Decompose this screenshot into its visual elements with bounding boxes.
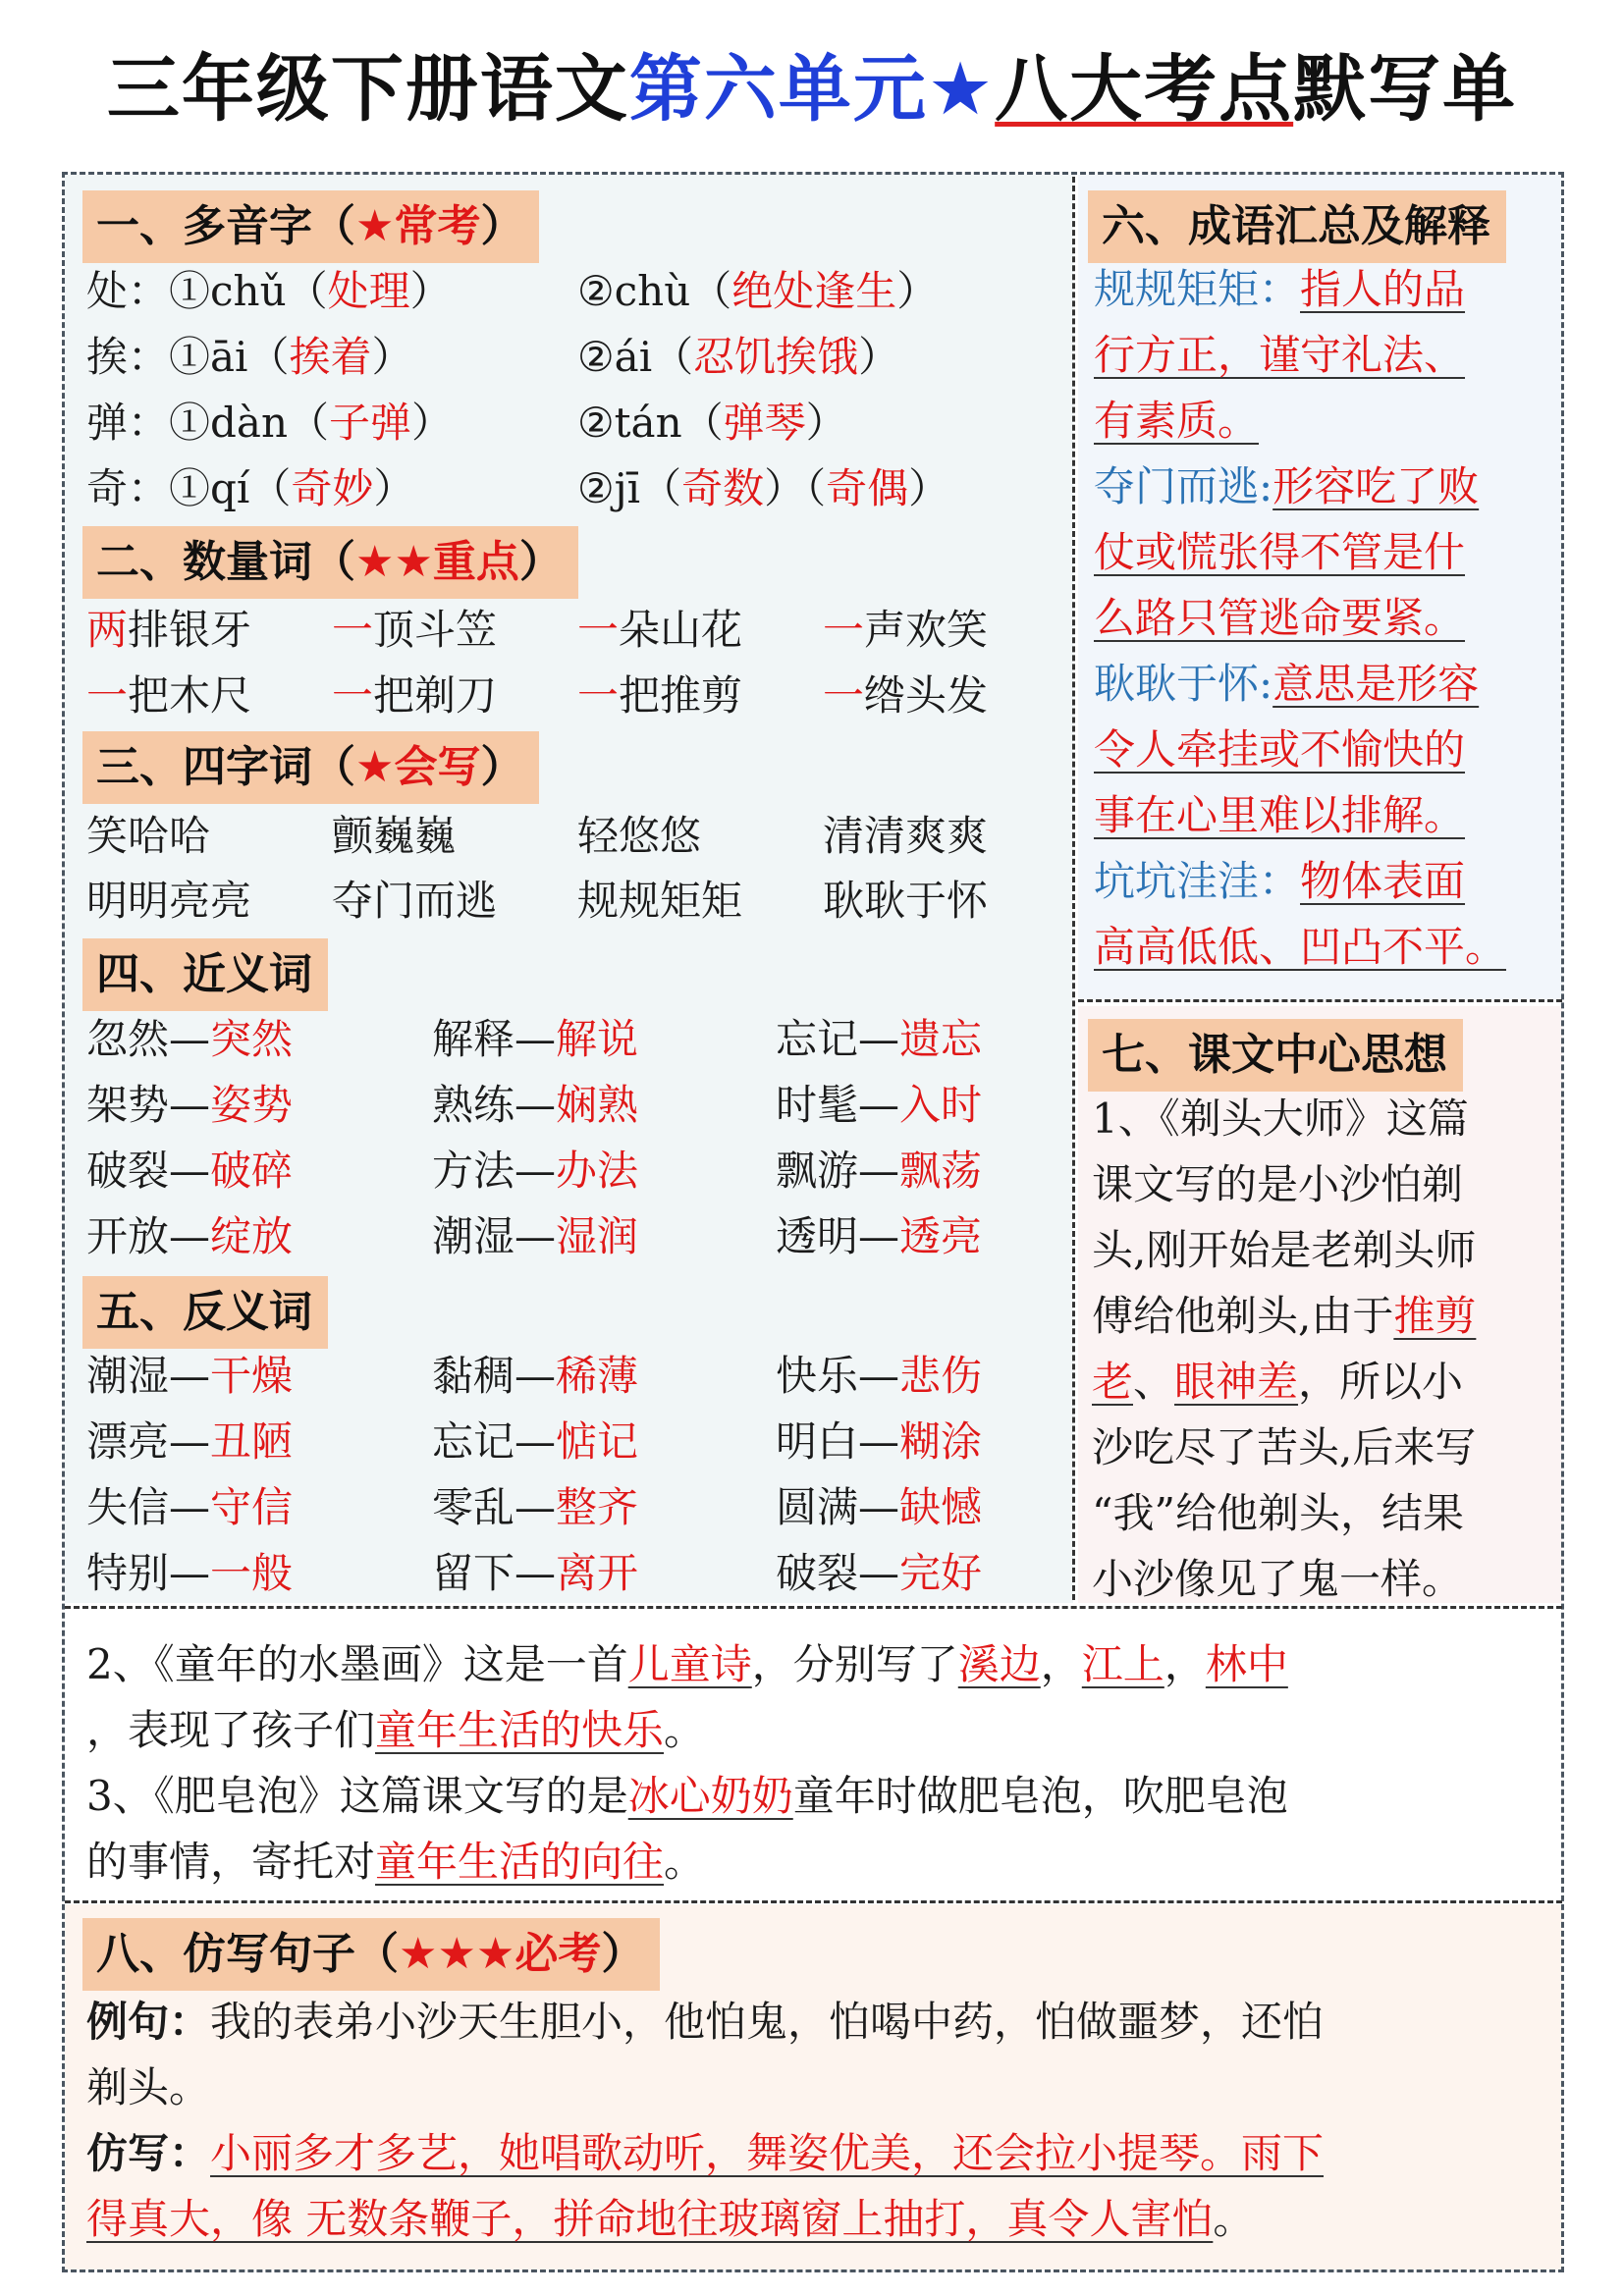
section-8-heading-end: ） bbox=[601, 1929, 645, 1979]
paragraph-line bbox=[86, 1763, 1288, 1829]
section-5-heading-text: 五、反义词 bbox=[96, 1287, 312, 1337]
idiom-meaning: 行方正，谨守礼法、 bbox=[1094, 331, 1466, 379]
word: 黏稠— bbox=[432, 1352, 557, 1400]
noun-phrase: 把推剪 bbox=[619, 671, 743, 720]
answer-word: 挨着 bbox=[289, 333, 372, 381]
bracket: ） bbox=[805, 399, 847, 447]
antonym-pair bbox=[776, 1345, 982, 1408]
antonym-pair bbox=[776, 1411, 982, 1473]
section-4-heading-text: 四、近义词 bbox=[96, 949, 312, 999]
answer-word: 娴熟 bbox=[556, 1081, 639, 1129]
paragraph-line bbox=[1092, 1415, 1476, 1480]
quantifier: 一 bbox=[823, 606, 865, 654]
pinyin: ②chù（ bbox=[577, 267, 732, 315]
bracket: ） bbox=[411, 399, 454, 447]
antonym-pair bbox=[86, 1345, 293, 1408]
idiom-line bbox=[1094, 389, 1259, 454]
pinyin: ①chǔ（ bbox=[169, 267, 328, 315]
answer-sentence: 小丽多才多艺，她唱歌动听，舞姿优美，还会拉小提琴。雨下 bbox=[210, 2129, 1325, 2177]
answer-word: 姿势 bbox=[210, 1081, 294, 1129]
word: 留下— bbox=[432, 1549, 557, 1597]
polyphone-row-2nd bbox=[577, 260, 938, 323]
word: 时髦— bbox=[776, 1081, 900, 1129]
text: 的事情，寄托对 bbox=[86, 1838, 376, 1886]
idiom-meaning: 物体表面 bbox=[1300, 857, 1466, 905]
answer-word: 糊涂 bbox=[899, 1417, 983, 1466]
section-5-heading bbox=[82, 1276, 328, 1349]
text: 、 bbox=[1133, 1358, 1175, 1406]
word: 方法— bbox=[432, 1147, 557, 1195]
answer-word: 遗忘 bbox=[899, 1015, 983, 1063]
idiom-line bbox=[1094, 257, 1465, 322]
answer-word: 一般 bbox=[210, 1549, 294, 1597]
text: ， bbox=[1164, 1640, 1206, 1688]
section-2-heading-tag: ★★重点 bbox=[355, 537, 519, 587]
answer-word: 惦记 bbox=[556, 1417, 639, 1466]
section-8-heading-tag: ★★★必考 bbox=[399, 1929, 602, 1979]
right-divider bbox=[1078, 999, 1562, 1002]
answer-word: 弹琴 bbox=[723, 399, 806, 447]
quantifier: 一 bbox=[332, 671, 374, 720]
four-char-word: 夺门而逃 bbox=[332, 877, 498, 925]
paragraph-line bbox=[1092, 1283, 1476, 1349]
paragraph-line bbox=[1092, 1086, 1469, 1151]
antonym-pair bbox=[86, 1411, 293, 1473]
paragraph-line bbox=[1092, 1217, 1476, 1283]
quantifier-item bbox=[86, 665, 251, 727]
answer-word: 溪边 bbox=[957, 1640, 1041, 1688]
text: 童年时做肥皂泡，吹肥皂泡 bbox=[792, 1772, 1288, 1820]
polyphone-row-2nd bbox=[577, 392, 847, 454]
text: ， bbox=[1040, 1640, 1082, 1688]
answer-word: 忍饥挨饿 bbox=[693, 333, 859, 381]
section-1-heading-text: 一、多音字（ bbox=[96, 201, 355, 251]
bracket: ）（ bbox=[764, 464, 827, 512]
answer-word: 办法 bbox=[556, 1147, 639, 1195]
answer-word: 缺憾 bbox=[899, 1483, 983, 1531]
word: 潮湿— bbox=[432, 1212, 557, 1260]
bracket: ） bbox=[858, 333, 900, 381]
section-2-heading bbox=[82, 526, 578, 599]
section-2-heading-text: 二、数量词（ bbox=[96, 537, 355, 587]
answer-word: 儿童诗 bbox=[627, 1640, 752, 1688]
bracket: ） bbox=[908, 464, 950, 512]
paragraph-line bbox=[86, 1697, 705, 1763]
pinyin: ②tán（ bbox=[577, 399, 724, 447]
pinyin: ②jī（ bbox=[577, 464, 682, 512]
answer-word: 奇数 bbox=[681, 464, 765, 512]
quantifier-item bbox=[823, 599, 988, 662]
idiom-term: 规规矩矩： bbox=[1094, 265, 1301, 313]
four-char-word: 颤巍巍 bbox=[332, 812, 457, 860]
paragraph-line bbox=[1092, 1151, 1463, 1217]
pinyin: ②ái（ bbox=[577, 333, 694, 381]
answer-word: 童年生活的快乐 bbox=[375, 1706, 665, 1754]
paragraph-line bbox=[86, 2120, 1324, 2186]
section-1-heading-end: ） bbox=[480, 201, 524, 251]
word: 破裂— bbox=[86, 1147, 211, 1195]
word: 架势— bbox=[86, 1081, 211, 1129]
idiom-meaning: 高高低低、凹凸不平。 bbox=[1094, 923, 1507, 971]
idiom-meaning: 仗或慌张得不管是什 bbox=[1094, 528, 1466, 576]
synonym-pair bbox=[776, 1140, 982, 1202]
idiom-meaning: 有素质。 bbox=[1094, 397, 1260, 445]
word: 解释— bbox=[432, 1015, 557, 1063]
text: 我的表弟小沙天生胆小，他怕鬼，怕喝中药，怕做噩梦，还怕 bbox=[210, 1998, 1325, 2046]
bracket: ） bbox=[373, 464, 415, 512]
idiom-line bbox=[1094, 783, 1465, 848]
quantifier: 一 bbox=[332, 606, 374, 654]
antonym-pair bbox=[432, 1411, 638, 1473]
synonym-pair bbox=[432, 1074, 638, 1137]
word: 熟练— bbox=[432, 1081, 557, 1129]
section-6-heading-text: 六、成语汇总及解释 bbox=[1102, 201, 1490, 251]
antonym-pair bbox=[432, 1345, 638, 1408]
text: ，分别写了 bbox=[751, 1640, 958, 1688]
answer-word: 干燥 bbox=[210, 1352, 294, 1400]
idiom-meaning: 事在心里难以排解。 bbox=[1094, 791, 1466, 839]
polyphone-row bbox=[86, 326, 413, 389]
section-4-heading bbox=[82, 938, 328, 1011]
pinyin: ①āi（ bbox=[169, 333, 290, 381]
antonym-pair bbox=[432, 1476, 638, 1539]
answer-word: 林中 bbox=[1205, 1640, 1288, 1688]
column-divider bbox=[1072, 177, 1075, 1600]
polyphone-char: 挨： bbox=[86, 333, 170, 381]
synonym-pair bbox=[432, 1140, 638, 1202]
example-label: 例句： bbox=[86, 1998, 211, 2046]
bracket: ） bbox=[371, 333, 413, 381]
idiom-line bbox=[1094, 849, 1465, 914]
idiom-meaning: 意思是形容 bbox=[1272, 660, 1480, 708]
idiom-line bbox=[1094, 586, 1465, 651]
word: 失信— bbox=[86, 1483, 211, 1531]
synonym-pair bbox=[86, 1074, 293, 1137]
answer-sentence: 得真大，像 无数条鞭子，拼命地往玻璃窗上抽打，真令人害怕 bbox=[86, 2195, 1214, 2243]
text: 课文写的是小沙怕剃 bbox=[1092, 1160, 1464, 1208]
text: 头,刚开始是老剃头师 bbox=[1092, 1226, 1477, 1274]
noun-phrase: 绺头发 bbox=[864, 671, 989, 720]
word: 圆满— bbox=[776, 1483, 900, 1531]
answer-word: 破碎 bbox=[210, 1147, 294, 1195]
answer-word: 丑陋 bbox=[210, 1417, 294, 1466]
answer-word: 绝处逢生 bbox=[731, 267, 897, 315]
pinyin: ①dàn（ bbox=[169, 399, 329, 447]
noun-phrase: 排银牙 bbox=[128, 606, 252, 654]
answer-word: 突然 bbox=[210, 1015, 294, 1063]
idiom-line bbox=[1094, 718, 1465, 782]
answer-word: 处理 bbox=[327, 267, 410, 315]
answer-word: 入时 bbox=[899, 1081, 983, 1129]
four-char-word: 明明亮亮 bbox=[86, 877, 252, 925]
word: 忘记— bbox=[432, 1417, 557, 1466]
section-7-heading bbox=[1088, 1019, 1463, 1092]
section-8-heading-text: 八、仿写句子（ bbox=[96, 1929, 399, 1979]
quantifier: 一 bbox=[577, 606, 620, 654]
text: “我”给他剃头，结果 bbox=[1092, 1489, 1464, 1537]
quantifier: 两 bbox=[86, 606, 129, 654]
answer-word: 稀薄 bbox=[556, 1352, 639, 1400]
quantifier-item bbox=[332, 665, 497, 727]
synonym-pair bbox=[432, 1205, 638, 1268]
quantifier-item bbox=[823, 665, 988, 727]
quantifier-item bbox=[86, 599, 251, 662]
answer-word: 童年生活的向往 bbox=[375, 1838, 665, 1886]
answer-word: 悲伤 bbox=[899, 1352, 983, 1400]
paragraph-line bbox=[86, 2055, 210, 2120]
title-part-grade: 三年级下册语文 bbox=[106, 47, 629, 132]
text: 傅给他剃头,由于 bbox=[1092, 1292, 1394, 1340]
answer-word: 冰心奶奶 bbox=[627, 1772, 793, 1820]
quantifier-item bbox=[577, 599, 742, 662]
answer-word: 子弹 bbox=[329, 399, 412, 447]
paragraph-line bbox=[86, 1989, 1324, 2055]
four-char-word: 规规矩矩 bbox=[577, 877, 743, 925]
synonym-pair bbox=[776, 1008, 982, 1071]
four-char-word: 轻悠悠 bbox=[577, 812, 702, 860]
paragraph-line bbox=[86, 1631, 1288, 1697]
text: 。 bbox=[1213, 2195, 1255, 2243]
section-7-heading-text: 七、课文中心思想 bbox=[1102, 1030, 1447, 1080]
four-char-word: 笑哈哈 bbox=[86, 812, 211, 860]
text: 小沙像见了鬼一样。 bbox=[1092, 1555, 1464, 1603]
synonym-pair bbox=[86, 1008, 293, 1071]
word: 开放— bbox=[86, 1212, 211, 1260]
answer-word: 推剪 bbox=[1393, 1292, 1477, 1340]
text: ，所以小 bbox=[1298, 1358, 1464, 1406]
word: 特别— bbox=[86, 1549, 211, 1597]
answer-word: 离开 bbox=[556, 1549, 639, 1597]
antonym-pair bbox=[432, 1542, 638, 1605]
answer-word: 解说 bbox=[556, 1015, 639, 1063]
title-part-points: 八大考点 bbox=[995, 47, 1294, 132]
answer-word: 透亮 bbox=[899, 1212, 983, 1260]
word: 忽然— bbox=[86, 1015, 211, 1063]
word: 漂亮— bbox=[86, 1417, 211, 1466]
polyphone-row-2nd bbox=[577, 326, 899, 389]
idiom-term: 耿耿于怀: bbox=[1094, 660, 1273, 708]
noun-phrase: 声欢笑 bbox=[864, 606, 989, 654]
idiom-line bbox=[1094, 915, 1506, 980]
section-8-heading bbox=[82, 1918, 660, 1991]
word: 零乱— bbox=[432, 1483, 557, 1531]
paragraph-line bbox=[86, 2186, 1254, 2252]
idiom-line bbox=[1094, 454, 1479, 519]
synonym-pair bbox=[86, 1205, 293, 1268]
four-char-word: 耿耿于怀 bbox=[823, 877, 989, 925]
answer-word: 江上 bbox=[1081, 1640, 1164, 1688]
word: 飘游— bbox=[776, 1147, 900, 1195]
paragraph-line bbox=[1092, 1480, 1464, 1546]
section-6-heading bbox=[1088, 190, 1506, 263]
antonym-pair bbox=[776, 1476, 982, 1539]
polyphone-char: 弹： bbox=[86, 399, 170, 447]
paragraph-line bbox=[1092, 1349, 1463, 1415]
polyphone-row-2nd bbox=[577, 457, 949, 520]
answer-word: 眼神差 bbox=[1174, 1358, 1299, 1406]
section-3-heading-end: ） bbox=[480, 742, 524, 792]
paragraph-line bbox=[1092, 1546, 1463, 1612]
quantifier: 一 bbox=[577, 671, 620, 720]
synonym-pair bbox=[776, 1205, 982, 1268]
section-3-heading-text: 三、四字词（ bbox=[96, 742, 355, 792]
idiom-term: 夺门而逃: bbox=[1094, 462, 1273, 510]
polyphone-char: 奇： bbox=[86, 464, 170, 512]
idiom-term: 坑坑洼洼： bbox=[1094, 857, 1301, 905]
answer-word: 老 bbox=[1092, 1358, 1134, 1406]
section-3-heading-tag: ★会写 bbox=[355, 742, 481, 792]
synonym-pair bbox=[776, 1074, 982, 1137]
polyphone-row bbox=[86, 457, 414, 520]
section-3-heading bbox=[82, 731, 539, 804]
word: 忘记— bbox=[776, 1015, 900, 1063]
polyphone-char: 处： bbox=[86, 267, 170, 315]
polyphone-row bbox=[86, 392, 453, 454]
text: 沙吃尽了苦头,后来写 bbox=[1092, 1423, 1477, 1471]
bracket: ） bbox=[409, 267, 452, 315]
idiom-meaning: 令人牵挂或不愉快的 bbox=[1094, 725, 1466, 774]
answer-word: 绽放 bbox=[210, 1212, 294, 1260]
quantifier: 一 bbox=[823, 671, 865, 720]
quantifier-item bbox=[332, 599, 497, 662]
idiom-meaning: 指人的品 bbox=[1300, 265, 1466, 313]
noun-phrase: 朵山花 bbox=[619, 606, 743, 654]
text: 。 bbox=[664, 1706, 706, 1754]
answer-word: 飘荡 bbox=[899, 1147, 983, 1195]
antonym-pair bbox=[86, 1542, 293, 1605]
text: ，表现了孩子们 bbox=[86, 1706, 376, 1754]
quantifier: 一 bbox=[86, 671, 129, 720]
answer-word: 奇妙 bbox=[291, 464, 374, 512]
text: 剃头。 bbox=[86, 2063, 211, 2111]
star-icon: ★ bbox=[927, 47, 996, 132]
synonym-pair bbox=[86, 1140, 293, 1202]
word: 透明— bbox=[776, 1212, 900, 1260]
page-title bbox=[0, 35, 1624, 143]
section-1-heading-tag: ★常考 bbox=[355, 201, 481, 251]
answer-word: 整齐 bbox=[556, 1483, 639, 1531]
pinyin: ①qí（ bbox=[169, 464, 292, 512]
answer-word: 湿润 bbox=[556, 1212, 639, 1260]
answer-word: 守信 bbox=[210, 1483, 294, 1531]
title-part-sheet: 默写单 bbox=[1293, 47, 1518, 132]
text: 。 bbox=[664, 1838, 706, 1886]
noun-phrase: 把剃刀 bbox=[373, 671, 498, 720]
idiom-line bbox=[1094, 323, 1465, 388]
paragraph-line bbox=[86, 1829, 705, 1895]
four-char-word: 清清爽爽 bbox=[823, 812, 989, 860]
answer-word: 奇偶 bbox=[826, 464, 909, 512]
word: 潮湿— bbox=[86, 1352, 211, 1400]
synonym-pair bbox=[432, 1008, 638, 1071]
idiom-meaning: 形容吃了败 bbox=[1272, 462, 1480, 510]
antonym-pair bbox=[86, 1476, 293, 1539]
section-divider-2 bbox=[65, 1900, 1562, 1903]
title-part-unit: 第六单元 bbox=[628, 47, 928, 132]
noun-phrase: 顶斗笠 bbox=[373, 606, 498, 654]
idiom-line bbox=[1094, 520, 1465, 585]
section-2-heading-end: ） bbox=[518, 537, 563, 587]
text: 1、《剃头大师》这篇 bbox=[1092, 1095, 1469, 1143]
bracket: ） bbox=[896, 267, 939, 315]
antonym-pair bbox=[776, 1542, 982, 1605]
text: 2、《童年的水墨画》这是一首 bbox=[86, 1640, 628, 1688]
word: 破裂— bbox=[776, 1549, 900, 1597]
polyphone-row bbox=[86, 260, 452, 323]
idiom-meaning: 么路只管逃命要紧。 bbox=[1094, 594, 1466, 642]
quantifier-item bbox=[577, 665, 742, 727]
word: 快乐— bbox=[776, 1352, 900, 1400]
text: 3、《肥皂泡》这篇课文写的是 bbox=[86, 1772, 628, 1820]
idiom-line bbox=[1094, 652, 1479, 717]
section-1-heading bbox=[82, 190, 539, 263]
answer-word: 完好 bbox=[899, 1549, 983, 1597]
noun-phrase: 把木尺 bbox=[128, 671, 252, 720]
imitation-label: 仿写： bbox=[86, 2129, 211, 2177]
word: 明白— bbox=[776, 1417, 900, 1466]
